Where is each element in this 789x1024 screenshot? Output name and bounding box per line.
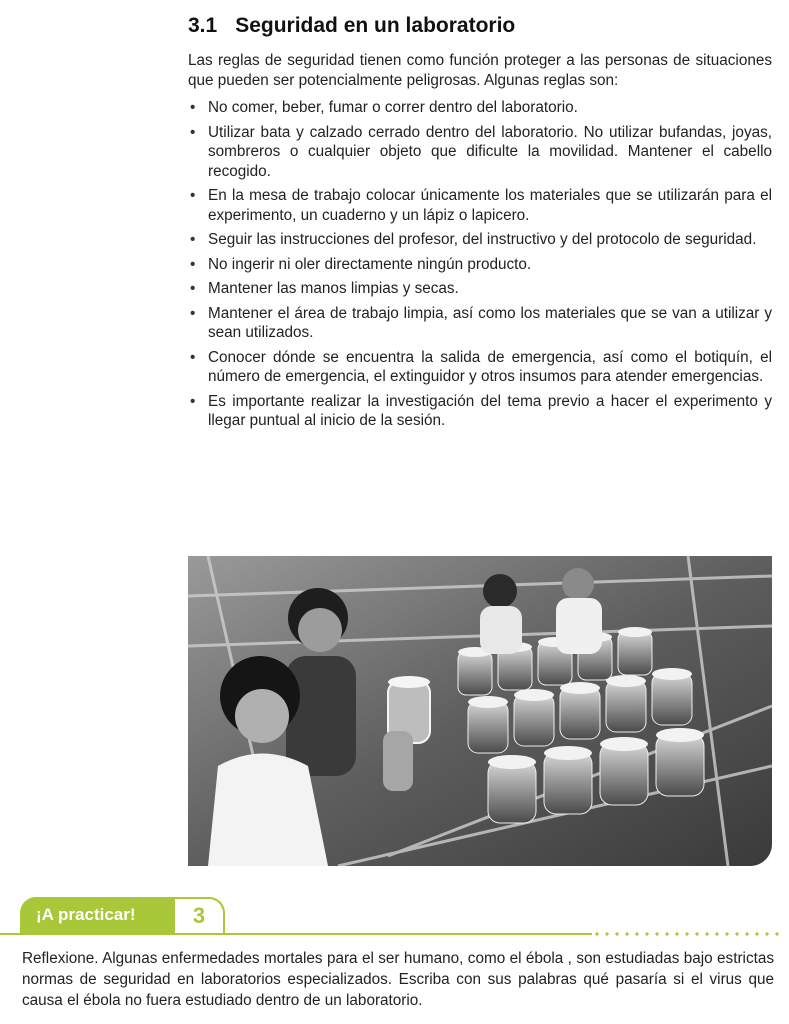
section-number: 3.1 <box>188 14 218 37</box>
rule-item: • Es importante realizar la investigación del tema previo a hacer el experimento y llegar puntual al inicio de la sesión. <box>188 392 772 431</box>
practice-label: ¡A practicar! <box>20 897 175 933</box>
lab-photo <box>188 556 772 866</box>
section-title-text: Seguridad en un laboratorio <box>235 14 516 37</box>
practice-divider <box>0 933 592 935</box>
section-content <box>188 14 772 436</box>
rule-item: • Seguir las instrucciones del profesor, del instructivo y del protocolo de seguridad. <box>188 230 772 250</box>
rule-item: • Conocer dónde se encuentra la salida de emergencia, así como el botiquín, el número de emergencia, el extinguidor y otros insumos para atender emergencias. <box>188 348 772 387</box>
practice-header <box>0 897 789 939</box>
rule-item: • En la mesa de trabajo colocar únicamente los materiales que se utilizarán para el experimento, un cuaderno y un lápiz o lapicero. <box>188 186 772 225</box>
rule-item: • Utilizar bata y calzado cerrado dentro del laboratorio. No utilizar bufandas, joyas, sombreros o cualquier objeto que dificulte la movilidad. Mantener el cabello recogido. <box>188 123 772 182</box>
rule-item: • No ingerir ni oler directamente ningún producto. <box>188 255 772 275</box>
intro-paragraph: Las reglas de seguridad tienen como función proteger a las personas de situaciones que pueden ser potencialmente peligrosas. Algunas reglas son: <box>188 52 772 89</box>
rule-item: • No comer, beber, fumar o correr dentro del laboratorio. <box>188 98 772 118</box>
practice-number: 3 <box>175 897 225 933</box>
rules-list <box>188 98 772 431</box>
section-title <box>188 14 772 37</box>
lab-photo-illustration <box>188 556 772 866</box>
practice-text: Reflexione. Algunas enfermedades mortales para el ser humano, como el ébola , son estudiadas bajo estrictas normas de seguridad en laboratorios especializados. Escriba con sus palabras qué pasaría si el virus que causa el ébola no fuera estudiado dentro de un laboratorio. <box>22 950 774 1009</box>
rule-item: • Mantener las manos limpias y secas. <box>188 279 772 299</box>
rule-item: • Mantener el área de trabajo limpia, así como los materiales que se van a utilizar y sean utilizados. <box>188 304 772 343</box>
practice-dotted-divider <box>592 932 782 936</box>
